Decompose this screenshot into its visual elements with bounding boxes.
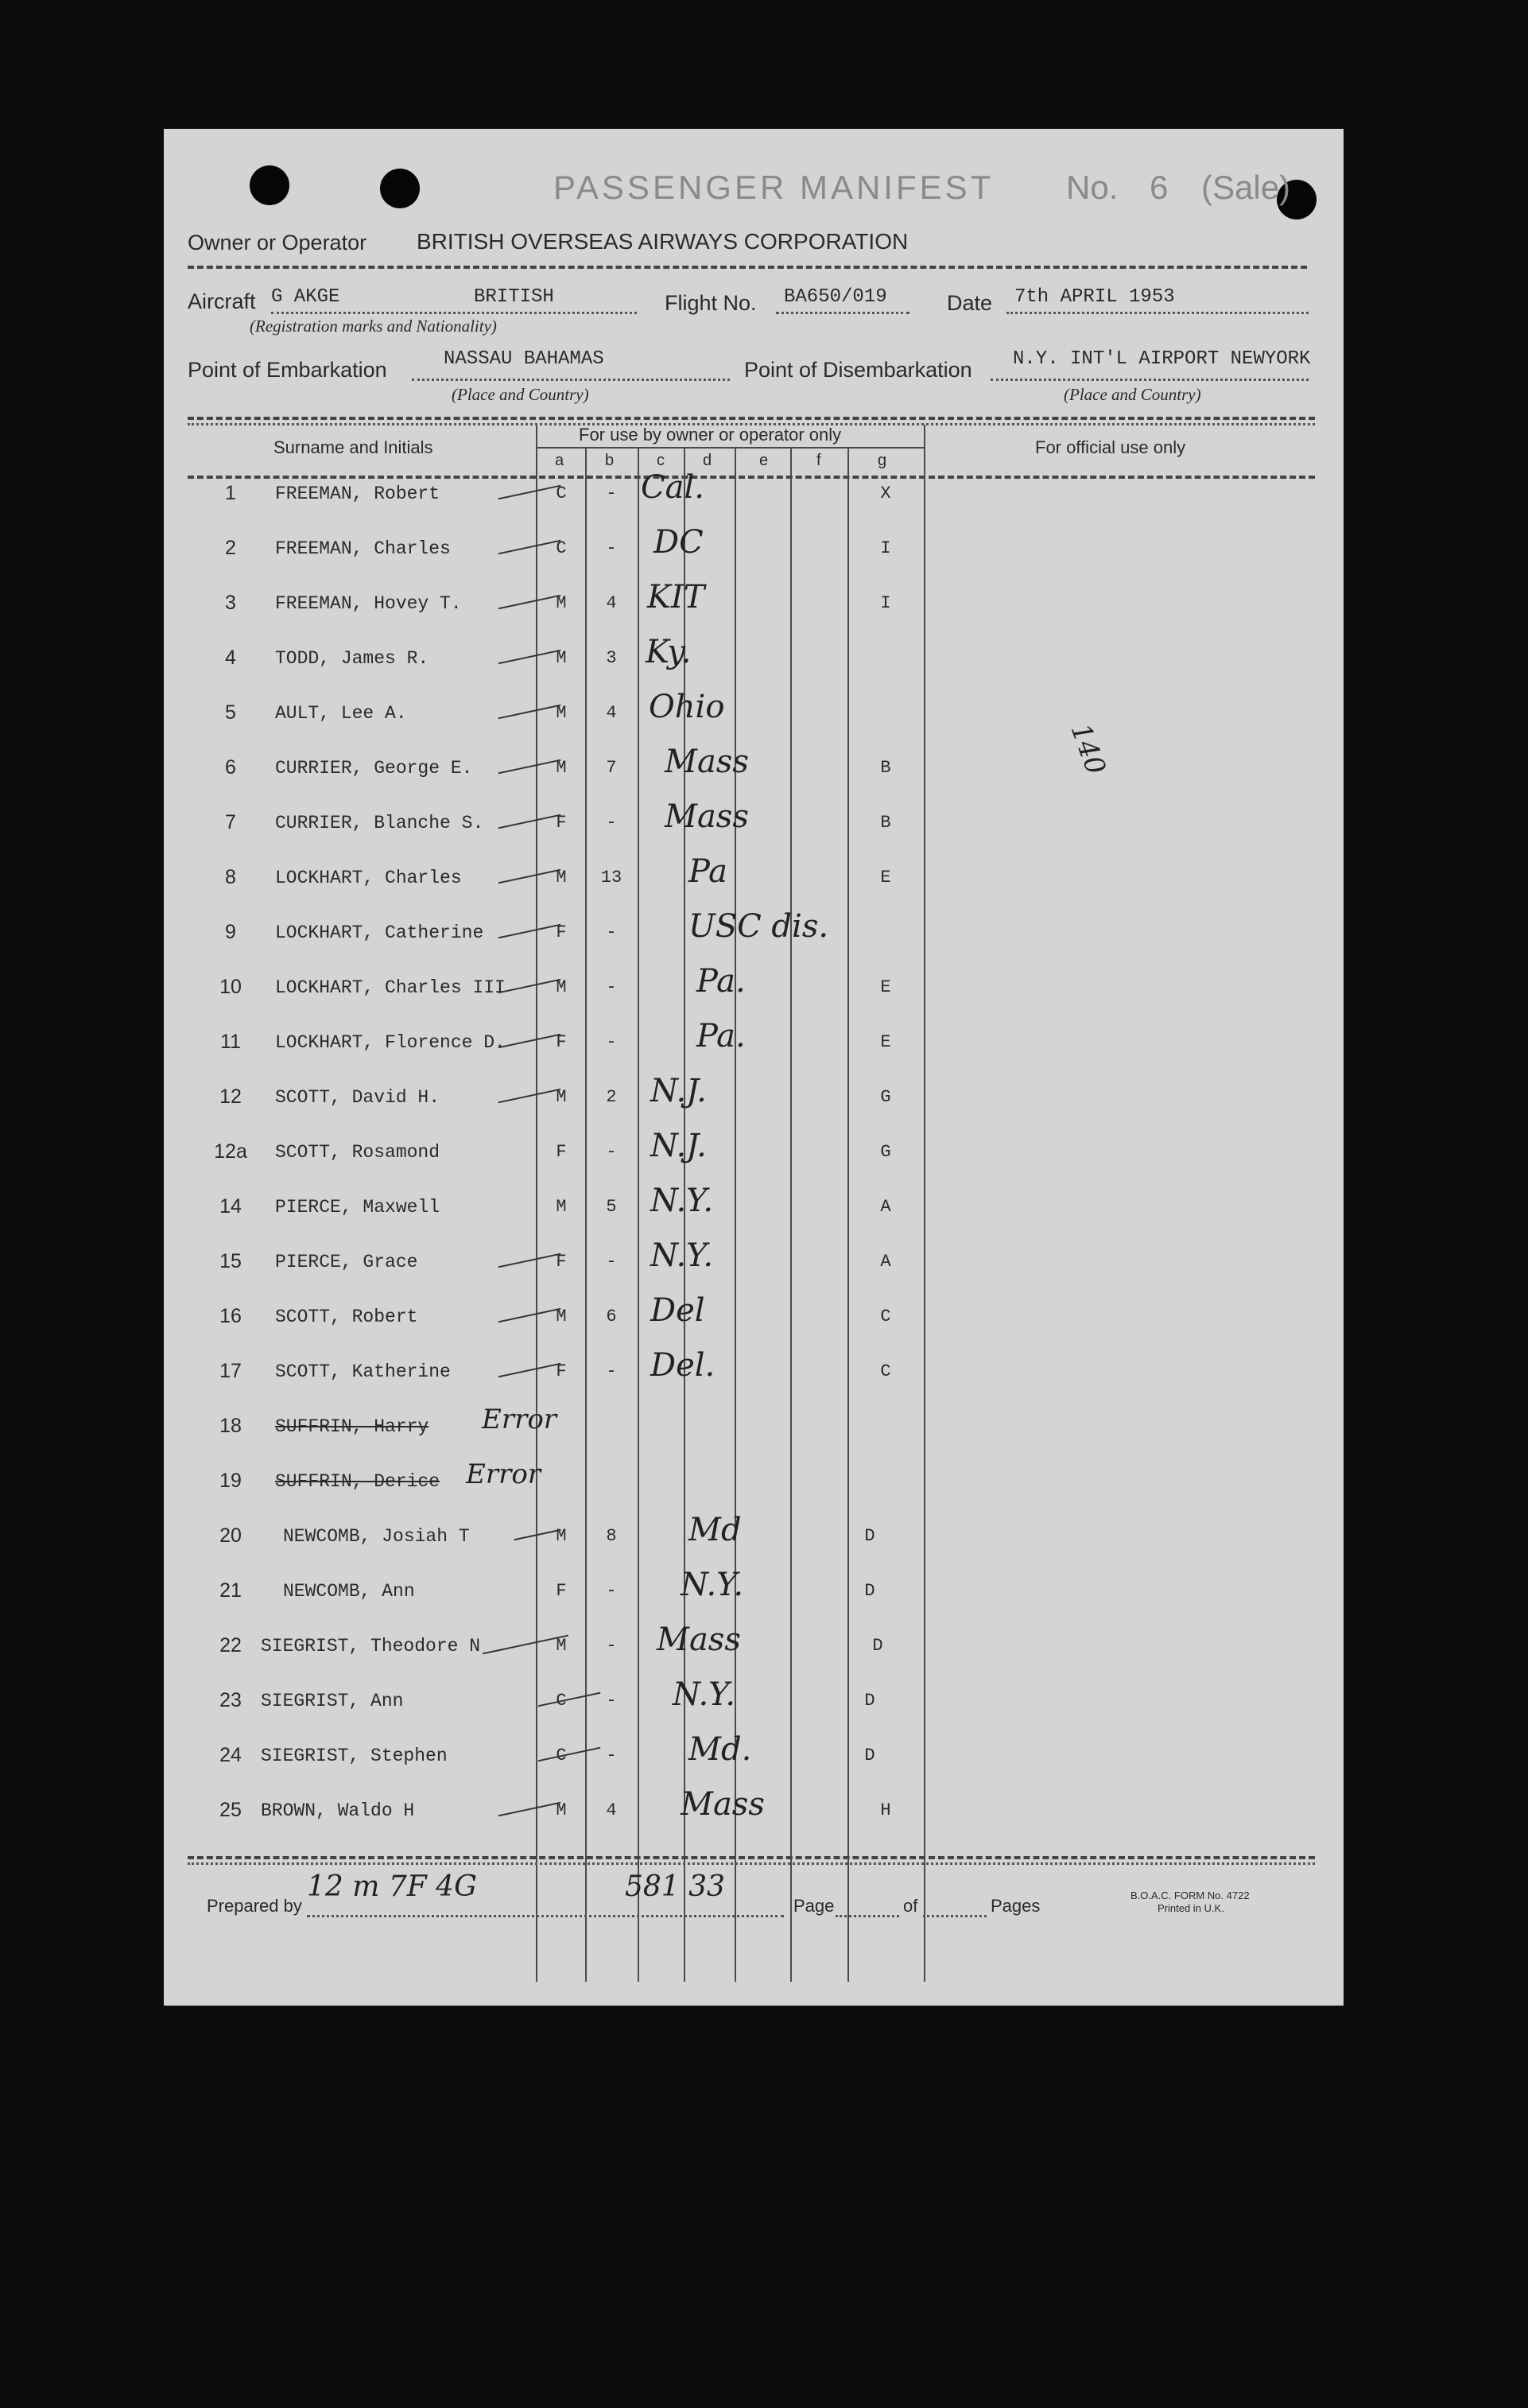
passenger-name: AULT, Lee A. [275,703,407,724]
manifest-no-suffix: (Sale) [1201,169,1291,206]
form-title: PASSENGER MANIFEST [553,169,995,206]
col-g-value: E [880,868,891,887]
col-b-value: - [606,922,617,942]
disembark-value: N.Y. INT'L AIRPORT NEWYORK [1013,348,1311,370]
passenger-name-struck: SUFFRIN, Harry [275,1416,429,1437]
row-number: 22 [219,1634,242,1656]
passenger-name: SIEGRIST, Theodore N [261,1636,481,1656]
col-b-value: - [606,1746,617,1765]
of-label: of [903,1896,918,1916]
col-b-value: - [606,977,617,997]
handwritten-residence: Del [650,1292,705,1329]
divider [188,476,1315,479]
embark-caption: (Place and Country) [452,385,589,404]
col-b-value: - [606,1252,617,1272]
handwritten-residence: N.J. [650,1073,707,1109]
table-row [164,1404,1344,1462]
punch-hole [250,165,289,205]
col-official-header: For official use only [1035,437,1186,457]
table-row [164,963,1344,1023]
row-number: 24 [219,1744,242,1766]
table-row [164,1018,1344,1078]
col-g-value: B [880,758,891,778]
passenger-name: SCOTT, Robert [275,1307,418,1327]
row-number: 4 [225,647,236,669]
field-underline [923,1915,987,1917]
table-row [164,1237,1344,1298]
col-g-value: D [864,1581,875,1601]
handwritten-residence: Md [688,1512,742,1548]
col-a-value: C [556,538,567,558]
passenger-name: SIEGRIST, Stephen [261,1746,448,1766]
col-letter-e: e [759,452,769,469]
col-a-value: M [556,1197,567,1217]
margin-note: 140 [1064,719,1112,779]
table-row [164,1347,1344,1408]
divider [536,447,924,449]
col-b-value: 13 [600,868,622,887]
col-a-value: F [556,1032,567,1052]
col-a-value: F [556,1252,567,1272]
col-name-header: Surname and Initials [273,437,433,457]
row-number: 19 [219,1470,242,1492]
col-g-value: E [880,977,891,997]
handwritten-residence: Mass [665,744,749,780]
owner-label: Owner or Operator [188,231,367,254]
col-a-value: M [556,1636,567,1656]
col-g-value: D [864,1526,875,1546]
row-number: 5 [225,701,236,724]
col-a-value: M [556,703,567,723]
punch-hole [380,169,420,208]
col-letter-b: b [605,452,615,469]
table-row [164,579,1344,639]
table-row [164,1622,1344,1682]
col-a-value: M [556,1800,567,1820]
field-underline [271,312,637,314]
passenger-name: FREEMAN, Hovey T. [275,593,462,614]
col-a-value: C [556,1691,567,1711]
table-row [164,1676,1344,1737]
aircraft-caption: (Registration marks and Nationality) [250,317,497,336]
col-b-value: - [606,1691,617,1711]
table-row [164,689,1344,749]
handwritten-residence: Pa. [696,1018,746,1054]
handwritten-residence: Mass [681,1786,765,1823]
col-g-value: G [880,1142,891,1162]
col-a-value: F [556,813,567,833]
handwritten-residence: Ky. [646,634,692,670]
col-a-value: F [556,1361,567,1381]
row-number: 21 [219,1579,242,1602]
handwritten-error-note: Error [466,1458,541,1490]
embark-value: NASSAU BAHAMAS [444,348,604,370]
row-number: 18 [219,1415,242,1437]
handwritten-error-note: Error [482,1404,557,1435]
col-b-value: 3 [606,648,617,668]
row-number: 12a [214,1140,247,1163]
col-g-value: A [880,1252,891,1272]
passenger-name: NEWCOMB, Ann [283,1581,415,1602]
col-a-value: M [556,1087,567,1107]
row-number: 2 [225,537,236,559]
passenger-name: SCOTT, Katherine [275,1361,451,1382]
col-g-value: C [880,1361,891,1381]
prepared-value: 12 m 7F 4G [307,1870,477,1903]
row-number: 17 [219,1360,242,1382]
passenger-name: FREEMAN, Robert [275,484,440,504]
col-a-value: M [556,758,567,778]
table-row [164,1183,1344,1243]
handwritten-residence: N.Y. [650,1237,714,1274]
embark-label: Point of Embarkation [188,358,387,382]
col-b-value: 6 [606,1307,617,1326]
divider [188,417,1315,420]
col-g-value: C [880,1307,891,1326]
nationality-value: BRITISH [474,286,554,308]
row-number: 11 [220,1031,241,1053]
col-g-value: G [880,1087,891,1107]
table-row [164,1731,1344,1792]
col-b-value: 4 [606,593,617,613]
row-number: 3 [225,592,236,614]
table-row [164,1458,1344,1517]
form-number: B.O.A.C. FORM No. 4722 [1130,1890,1250,1901]
passenger-name: PIERCE, Grace [275,1252,418,1272]
page-label: Page [793,1896,835,1916]
col-group-header: For use by owner or operator only [579,425,842,445]
field-underline [412,379,730,381]
passenger-name: SIEGRIST, Ann [261,1691,404,1711]
table-row [164,798,1344,859]
date-value: 7th APRIL 1953 [1014,286,1175,308]
handwritten-residence: Mass [665,798,749,835]
manifest-no-value: 6 [1150,169,1169,206]
table-row [164,1073,1344,1133]
row-number: 16 [219,1305,242,1327]
col-a-value: M [556,1526,567,1546]
col-g-value: B [880,813,891,833]
col-b-value: 4 [606,703,617,723]
passenger-name-struck: SUFFRIN, Derice [275,1471,440,1492]
handwritten-residence: DC [653,524,704,561]
aircraft-value: G AKGE [271,286,340,308]
passenger-name: PIERCE, Maxwell [275,1197,440,1218]
row-number: 15 [219,1250,242,1272]
prepared-label: Prepared by [207,1896,302,1916]
passenger-name: LOCKHART, Catherine [275,922,484,943]
passenger-name: FREEMAN, Charles [275,538,451,559]
col-g-value: D [864,1691,875,1711]
passenger-name: SCOTT, David H. [275,1087,440,1108]
col-b-value: 2 [606,1087,617,1107]
col-g-value: A [880,1197,891,1217]
handwritten-residence: Cal. [641,469,704,506]
field-underline [836,1915,899,1917]
col-a-value: C [556,1746,567,1765]
table-row [164,908,1344,969]
col-a-value: F [556,1142,567,1162]
col-a-value: M [556,648,567,668]
col-b-value: 8 [606,1526,617,1546]
handwritten-residence: Del. [650,1347,716,1384]
passenger-name: SCOTT, Rosamond [275,1142,440,1163]
row-number: 8 [225,866,236,888]
col-a-value: C [556,484,567,503]
col-a-value: M [556,868,567,887]
col-a-value: F [556,1581,567,1601]
col-g-value: D [872,1636,883,1656]
col-letter-c: c [657,452,665,469]
table-row [164,634,1344,694]
col-b-value: - [606,484,617,503]
passenger-name: NEWCOMB, Josiah T [283,1526,470,1547]
col-letter-a: a [555,452,564,469]
field-underline [1006,312,1309,314]
col-g-value: H [880,1800,891,1820]
handwritten-residence: Pa [688,853,727,890]
handwritten-residence: Mass [657,1622,741,1658]
passenger-name: LOCKHART, Charles [275,868,462,888]
pages-label: Pages [991,1896,1041,1916]
col-b-value: - [606,1636,617,1656]
col-b-value: - [606,813,617,833]
row-number: 20 [219,1524,242,1547]
field-underline [991,379,1309,381]
col-g-value: I [880,593,891,613]
row-number: 10 [219,976,242,998]
passenger-name: TODD, James R. [275,648,429,669]
table-row [164,469,1344,530]
handwritten-residence: N.Y. [681,1567,744,1603]
handwritten-residence: USC dis. [688,908,829,945]
field-underline [776,312,909,314]
table-row [164,853,1344,914]
col-a-value: M [556,977,567,997]
printed-in: Printed in U.K. [1158,1902,1224,1914]
flight-label: Flight No. [665,291,757,315]
handwritten-residence: KIT [647,579,705,616]
passenger-name: BROWN, Waldo H [261,1800,415,1821]
row-number: 9 [225,921,236,943]
divider [188,266,1307,269]
divider [188,1856,1315,1859]
col-b-value: - [606,1581,617,1601]
col-b-value: 7 [606,758,617,778]
col-a-value: M [556,593,567,613]
stamp-value: 581 33 [625,1870,725,1903]
row-number: 1 [225,482,236,504]
col-b-value: - [606,1142,617,1162]
passenger-name: LOCKHART, Charles III [275,977,506,998]
col-a-value: M [556,1307,567,1326]
passenger-name: LOCKHART, Florence D. [275,1032,506,1053]
passenger-name: CURRIER, George E. [275,758,473,779]
table-row [164,1512,1344,1572]
col-letter-g: g [878,452,887,469]
aircraft-label: Aircraft [188,289,256,313]
col-b-value: - [606,1032,617,1052]
handwritten-residence: Md. [688,1731,752,1768]
col-b-value: 4 [606,1800,617,1820]
disembark-label: Point of Disembarkation [744,358,972,382]
handwritten-residence: Ohio [649,689,725,725]
row-number: 25 [219,1799,242,1821]
disembark-caption: (Place and Country) [1064,385,1201,404]
col-b-value: - [606,538,617,558]
row-number: 6 [225,756,236,779]
handwritten-residence: Pa. [696,963,746,1000]
col-b-value: 5 [606,1197,617,1217]
col-a-value: F [556,922,567,942]
row-number: 7 [225,811,236,833]
owner-value: BRITISH OVERSEAS AIRWAYS CORPORATION [417,229,909,254]
table-row [164,1786,1344,1847]
passenger-name: CURRIER, Blanche S. [275,813,484,833]
col-letter-f: f [816,452,821,469]
handwritten-residence: N.Y. [673,1676,736,1713]
col-g-value: X [880,484,891,503]
table-row [164,1292,1344,1353]
row-number: 14 [219,1195,242,1218]
handwritten-residence: N.J. [650,1128,707,1164]
row-number: 23 [219,1689,242,1711]
date-label: Date [947,291,993,315]
col-g-value: D [864,1746,875,1765]
manifest-no-label: No. [1066,169,1119,206]
table-row [164,524,1344,585]
col-g-value: E [880,1032,891,1052]
manifest-sheet [164,129,1344,2006]
col-g-value: I [880,538,891,558]
row-number: 12 [219,1086,242,1108]
col-letter-d: d [703,452,712,469]
table-row [164,1567,1344,1627]
handwritten-residence: N.Y. [650,1183,714,1219]
table-row [164,1128,1344,1188]
col-b-value: - [606,1361,617,1381]
field-underline [307,1915,784,1917]
flight-value: BA650/019 [784,286,887,308]
divider [188,1862,1315,1865]
